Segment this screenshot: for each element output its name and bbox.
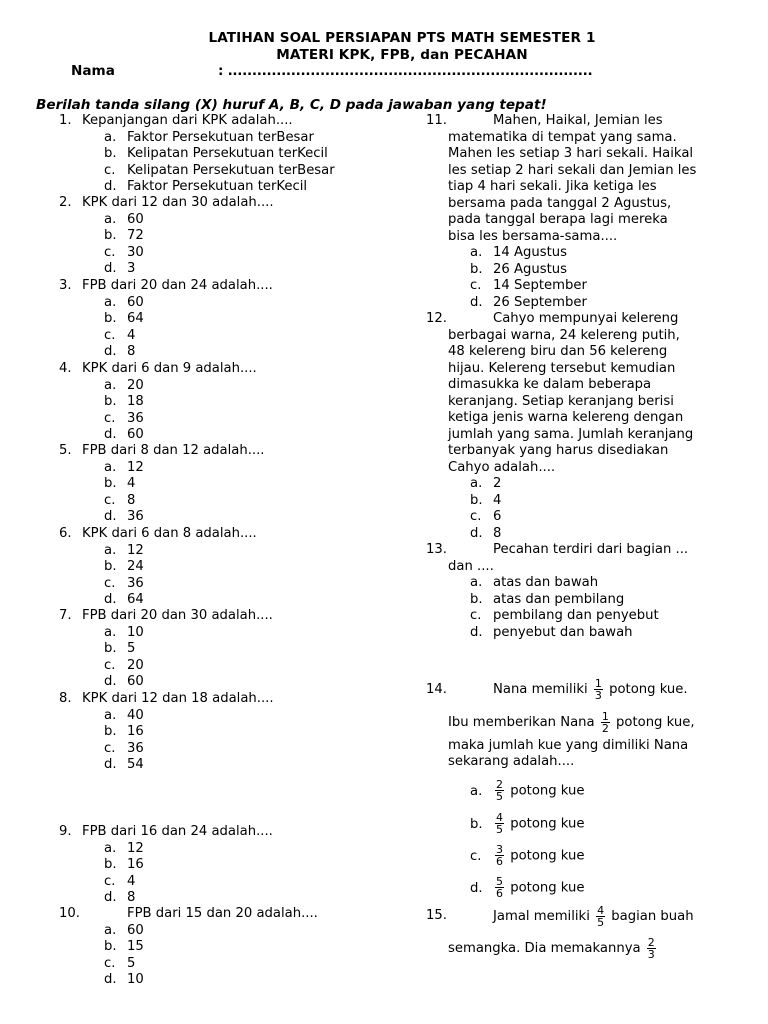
option-letter: a. (104, 707, 117, 723)
option-text: 3 (127, 261, 136, 276)
name-field: : ........................................................................... (218, 63, 593, 79)
option-letter: b. (104, 857, 117, 872)
option-b[interactable] (104, 559, 144, 575)
option-text: 5 (127, 955, 136, 971)
option-letter: c. (104, 955, 116, 971)
option-letter: c. (470, 608, 482, 623)
question-text-line: Cahyo adalah.... (448, 459, 556, 475)
option-letter: b. (104, 559, 117, 574)
option-b[interactable] (104, 476, 135, 492)
question-text: KPK dari 6 dan 9 adalah.... (82, 361, 257, 376)
option-letter: d. (470, 525, 483, 541)
question-text-line: ketiga jenis warna kelereng dengan (448, 410, 684, 425)
option-text: 36 (127, 410, 144, 426)
question-text-line: matematika di tempat yang sama. (448, 129, 677, 145)
option-a[interactable] (104, 378, 144, 394)
option-d[interactable] (470, 526, 501, 542)
option-letter: c. (104, 162, 116, 178)
option-d[interactable] (104, 757, 144, 773)
option-b[interactable] (104, 146, 328, 162)
option-letter: b. (104, 939, 117, 954)
option-d[interactable] (104, 179, 307, 195)
option-c[interactable] (104, 658, 144, 674)
question-text-line: Mahen, Haikal, Jemian les (493, 113, 663, 128)
option-d[interactable] (104, 592, 144, 608)
fraction: $\frac{3}{6}$ (496, 843, 503, 868)
option-text: 36 (127, 575, 144, 591)
option-letter: d. (104, 427, 117, 442)
option-letter: d. (104, 344, 117, 359)
question-number: 1. (59, 113, 72, 128)
option-a[interactable] (104, 295, 144, 311)
option-letter: c. (104, 873, 116, 889)
option-letter: c. (104, 740, 116, 756)
option-c[interactable] (104, 956, 135, 972)
question-text-line: Ibu memberikan Nana $\frac{1}{2}$ potong kue, (448, 709, 695, 735)
option-text: 4 (127, 873, 136, 889)
option-text: 4 (127, 327, 136, 343)
fraction: $\frac{4}{5}$ (496, 811, 503, 836)
option-b[interactable] (104, 724, 144, 740)
question-text-line: Nana memiliki $\frac{1}{3}$ potong kue. (493, 676, 688, 702)
option-c[interactable] (470, 278, 587, 294)
question-number: 5. (59, 443, 72, 458)
option-letter: b. (104, 228, 117, 243)
option-b[interactable] (470, 262, 567, 278)
question-text-line: maka jumlah kue yang dimiliki Nana (448, 738, 689, 753)
question-text-line: bisa les bersama-sama.... (448, 228, 618, 244)
option-d[interactable] (104, 261, 135, 277)
option-text: 14 September (493, 278, 587, 293)
option-text: 72 (127, 228, 144, 243)
option-d[interactable] (104, 344, 135, 360)
option-a[interactable]: a. $\frac{2}{5}$ potong kue (470, 778, 585, 803)
option-b[interactable]: b. $\frac{4}{5}$ potong kue (470, 811, 585, 836)
option-letter: a. (104, 129, 117, 145)
option-text: 60 (127, 211, 144, 227)
option-letter: b. (104, 641, 117, 656)
option-d[interactable] (104, 972, 144, 988)
instruction: Berilah tanda silang (X) huruf A, B, C, D pada jawaban yang tepat! (36, 97, 547, 113)
option-c[interactable] (470, 509, 501, 525)
question-text: FPB dari 15 dan 20 adalah.... (127, 906, 318, 921)
question-text-line: berbagai warna, 24 kelereng putih, (448, 327, 680, 343)
option-text: 24 (127, 559, 144, 574)
option-text: Faktor Persekutuan terBesar (127, 129, 314, 145)
option-letter: d. (104, 972, 117, 987)
option-text: 8 (127, 344, 136, 359)
option-text: pembilang dan penyebut (493, 608, 659, 623)
option-letter: a. (104, 211, 117, 227)
question-number: 14. (426, 682, 447, 697)
question-text: FPB dari 20 dan 30 adalah.... (82, 608, 273, 623)
option-b[interactable] (470, 493, 501, 509)
question-text-line: Cahyo mempunyai kelereng (493, 311, 679, 326)
option-letter: b. (104, 311, 117, 326)
option-letter: d. (104, 509, 117, 524)
option-letter: d. (104, 890, 117, 905)
option-text: 10 (127, 972, 144, 987)
option-c[interactable] (104, 163, 335, 179)
option-text: atas dan pembilang (493, 591, 625, 607)
option-a[interactable] (104, 708, 144, 724)
question-text: FPB dari 20 dan 24 adalah.... (82, 278, 273, 293)
option-text: 20 (127, 657, 144, 673)
option-letter: d. (470, 624, 483, 640)
option-text: 40 (127, 707, 144, 723)
option-letter: a. (470, 575, 483, 590)
option-letter: c. (104, 575, 116, 591)
option-letter: c. (470, 278, 482, 293)
fraction: $\frac{4}{5}$ (597, 903, 605, 929)
option-text: 30 (127, 244, 144, 260)
question-text-line: dimasukka ke dalam beberapa (448, 377, 652, 392)
question-text: KPK dari 12 dan 30 adalah.... (82, 195, 274, 210)
option-text: 4 (127, 476, 136, 491)
option-c[interactable] (104, 493, 135, 509)
option-text: 60 (127, 922, 144, 938)
option-text: 64 (127, 311, 144, 326)
option-c[interactable] (104, 576, 144, 592)
question-number: 12. (426, 311, 447, 326)
option-c[interactable] (104, 245, 144, 261)
question-number: 8. (59, 691, 72, 706)
question-text-line: keranjang. Setiap keranjang berisi (448, 393, 674, 409)
option-text: 5 (127, 641, 136, 656)
option-c[interactable] (104, 741, 144, 757)
option-text: 60 (127, 294, 144, 310)
option-text: 8 (127, 492, 136, 508)
question-number: 4. (59, 361, 72, 376)
option-letter: a. (470, 476, 483, 491)
question-text-line: 48 kelereng biru dan 56 kelereng (448, 344, 668, 359)
option-letter: a. (104, 624, 117, 640)
option-letter: a. (470, 245, 483, 260)
option-d[interactable] (104, 509, 144, 525)
option-b[interactable] (104, 311, 144, 327)
option-a[interactable] (104, 543, 144, 559)
question-text-line: Jamal memiliki $\frac{4}{5}$ bagian buah (493, 903, 694, 929)
option-letter: d. (104, 261, 117, 276)
option-d[interactable] (104, 674, 144, 690)
option-text: 6 (493, 509, 502, 524)
option-letter: d. (104, 179, 117, 194)
option-letter: a. (104, 294, 117, 310)
page-subtitle: MATERI KPK, FPB, dan PECAHAN (276, 47, 528, 63)
question-number: 6. (59, 526, 72, 541)
option-c[interactable] (104, 411, 144, 427)
option-text: 12 (127, 542, 144, 558)
option-letter: a. (104, 922, 117, 938)
question-text-line: Mahen les setiap 3 hari sekali. Haikal (448, 146, 694, 161)
option-letter: c. (104, 244, 116, 260)
option-text: 26 Agustus (493, 261, 567, 277)
option-text: 60 (127, 427, 144, 442)
option-text: 10 (127, 624, 144, 640)
option-text: 16 (127, 724, 144, 739)
fraction: $\frac{2}{5}$ (496, 778, 503, 803)
option-letter: a. (104, 377, 117, 393)
question-text-line: terbanyak yang harus disediakan (448, 443, 669, 458)
question-number: 10. (59, 906, 80, 921)
question-text-line: dan .... (448, 558, 494, 574)
option-text: 15 (127, 939, 144, 954)
option-text: 54 (127, 757, 144, 772)
question-text-line: bersama pada tanggal 2 Agustus, (448, 195, 672, 211)
page-title: LATIHAN SOAL PERSIAPAN PTS MATH SEMESTER 1 (208, 30, 596, 46)
option-text: 8 (493, 525, 502, 541)
fraction: $\frac{2}{3}$ (647, 935, 655, 961)
question-number: 15. (426, 908, 447, 923)
option-letter: b. (104, 724, 117, 739)
question-text: FPB dari 16 dan 24 adalah.... (82, 824, 273, 839)
option-text: 4 (493, 492, 502, 508)
option-text: 18 (127, 394, 144, 409)
fraction: $\frac{1}{2}$ (601, 709, 609, 735)
option-d[interactable]: d. $\frac{5}{6}$ potong kue (470, 875, 585, 900)
question-number: 7. (59, 608, 72, 623)
question-text-line: semangka. Dia memakannya $\frac{2}{3}$ (448, 935, 655, 961)
option-d[interactable] (470, 295, 587, 311)
option-text: atas dan bawah (493, 575, 599, 590)
option-letter: c. (104, 657, 116, 673)
option-letter: a. (104, 459, 117, 475)
option-letter: a. (104, 542, 117, 558)
option-letter: b. (470, 492, 483, 508)
option-letter: d. (104, 592, 117, 607)
option-text: Kelipatan Persekutuan terKecil (127, 146, 328, 161)
option-text: 64 (127, 592, 144, 607)
option-b[interactable] (104, 641, 135, 657)
question-number: 11. (426, 113, 447, 128)
option-d[interactable] (104, 427, 144, 443)
option-text: 36 (127, 740, 144, 756)
option-b[interactable] (470, 592, 624, 608)
option-b[interactable] (104, 939, 144, 955)
option-b[interactable] (104, 228, 144, 244)
option-b[interactable] (104, 394, 144, 410)
option-text: 20 (127, 377, 144, 393)
question-text: KPK dari 12 dan 18 adalah.... (82, 691, 274, 706)
question-number: 2. (59, 195, 72, 210)
option-a[interactable] (104, 212, 144, 228)
option-b[interactable] (104, 857, 144, 873)
option-c[interactable] (104, 874, 135, 890)
option-a[interactable] (104, 625, 144, 641)
fraction: $\frac{1}{3}$ (594, 676, 602, 702)
question-text: KPK dari 6 dan 8 adalah.... (82, 526, 257, 541)
option-text: 8 (127, 890, 136, 905)
question-text-line: Pecahan terdiri dari bagian ... (493, 542, 689, 557)
option-d[interactable] (470, 625, 633, 641)
question-number: 9. (59, 824, 72, 839)
option-letter: b. (104, 476, 117, 491)
question-text-line: sekarang adalah.... (448, 754, 575, 769)
option-letter: a. (104, 840, 117, 856)
option-a[interactable] (104, 841, 144, 857)
option-letter: d. (470, 294, 483, 310)
option-letter: b. (470, 591, 483, 607)
option-letter: b. (104, 394, 117, 409)
option-text: 14 Agustus (493, 245, 567, 260)
question-text: Kepanjangan dari KPK adalah.... (82, 113, 293, 128)
option-letter: c. (104, 327, 116, 343)
option-a[interactable] (470, 476, 501, 492)
option-letter: c. (104, 410, 116, 426)
option-text: 12 (127, 840, 144, 856)
option-text: Kelipatan Persekutuan terBesar (127, 162, 335, 178)
option-a[interactable] (470, 245, 567, 261)
option-text: 16 (127, 857, 144, 872)
option-letter: c. (104, 492, 116, 508)
option-a[interactable] (104, 130, 314, 146)
question-number: 3. (59, 278, 72, 293)
option-d[interactable] (104, 890, 135, 906)
option-a[interactable] (104, 923, 144, 939)
question-text-line: hijau. Kelereng tersebut kemudian (448, 360, 676, 376)
question-text: FPB dari 8 dan 12 adalah.... (82, 443, 265, 458)
fraction: $\frac{5}{6}$ (496, 875, 503, 900)
option-letter: d. (104, 757, 117, 772)
option-text: 26 September (493, 294, 587, 310)
option-a[interactable] (104, 460, 144, 476)
option-text: 60 (127, 674, 144, 689)
option-c[interactable] (470, 608, 659, 624)
option-text: penyebut dan bawah (493, 624, 633, 640)
option-letter: b. (470, 261, 483, 277)
question-text-line: les setiap 2 hari sekali dan Jemian les (448, 162, 697, 178)
option-text: Faktor Persekutuan terKecil (127, 179, 308, 194)
option-c[interactable]: c. $\frac{3}{6}$ potong kue (470, 843, 585, 868)
option-letter: c. (470, 509, 482, 524)
option-text: 12 (127, 459, 144, 475)
option-a[interactable] (470, 575, 598, 591)
question-text-line: pada tanggal berapa lagi mereka (448, 212, 668, 227)
option-text: 36 (127, 509, 144, 524)
option-letter: b. (104, 146, 117, 161)
option-text: 2 (493, 476, 502, 491)
option-c[interactable] (104, 328, 135, 344)
question-text-line: tiap 4 hari sekali. Jika ketiga les (448, 179, 657, 194)
question-number: 13. (426, 542, 447, 557)
question-text-line: jumlah yang sama. Jumlah keranjang (448, 426, 694, 442)
option-letter: d. (104, 674, 117, 689)
name-label: Nama (71, 63, 115, 79)
